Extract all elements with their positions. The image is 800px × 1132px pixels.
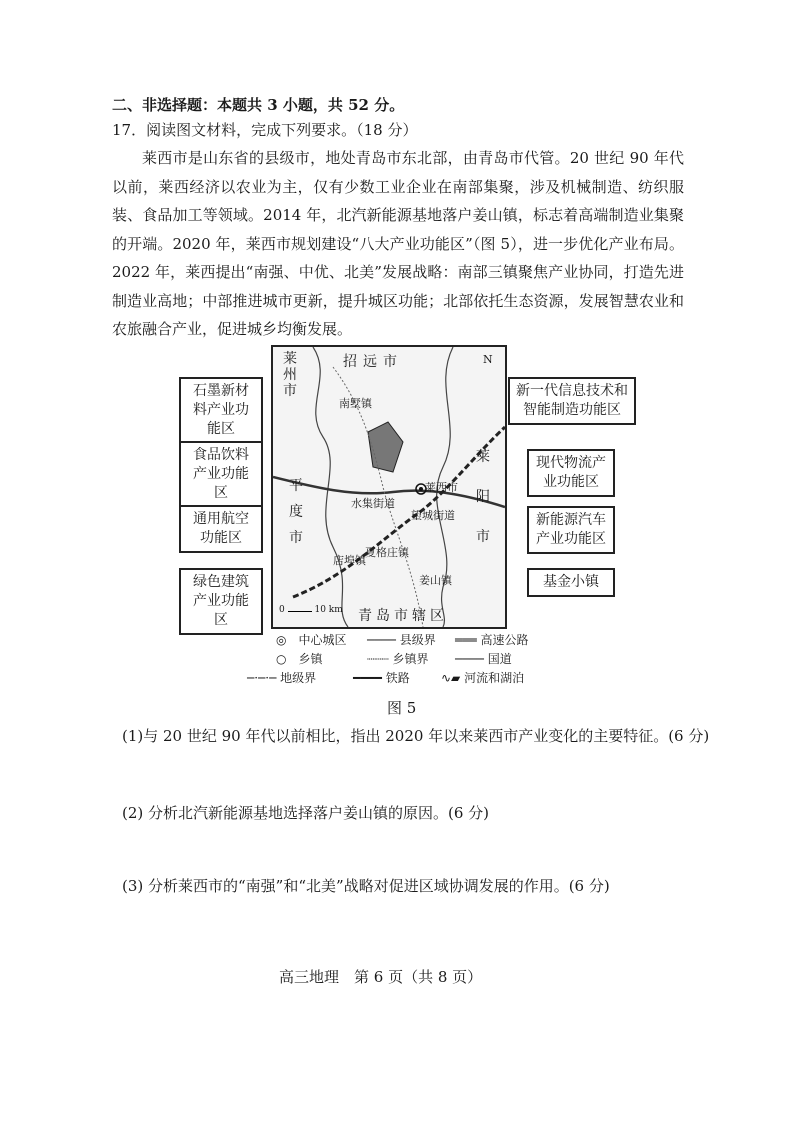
nanshu-label: 南墅镇 bbox=[339, 397, 372, 410]
xiage-label: 夏格庄镇 bbox=[365, 546, 409, 559]
callout-fund-town: 基金小镇 bbox=[527, 568, 615, 597]
legend-prefecture-border: ─·─·─ 地级界 bbox=[247, 671, 317, 685]
reservoir-shape bbox=[368, 422, 403, 472]
pingdu-label: 平度市 bbox=[289, 478, 303, 546]
figure-caption: 图 5 bbox=[387, 699, 417, 717]
section-header: 二、非选择题：本题共 3 小题，共 52 分。 bbox=[112, 96, 405, 114]
page-footer: 高三地理 第 6 页（共 8 页） bbox=[279, 968, 483, 986]
dian-label: 店埠镇 bbox=[333, 554, 366, 567]
legend-highway: ═══ 高速公路 bbox=[455, 633, 529, 647]
callout-logistics: 现代物流产业功能区 bbox=[527, 449, 615, 497]
legend-town-border: ┈┈┈ 乡镇界 bbox=[367, 652, 429, 666]
callout-it: 新一代信息技术和智能制造功能区 bbox=[508, 377, 636, 425]
map-figure bbox=[271, 345, 507, 629]
laixi-label: 莱西市 bbox=[425, 481, 458, 494]
map-drawing bbox=[273, 347, 505, 627]
zhaoyuan-label: 招远市 bbox=[343, 354, 403, 370]
scale-start: 0 bbox=[279, 605, 285, 615]
jiangshan-label: 姜山镇 bbox=[419, 574, 452, 587]
laizhou-label: 莱州市 bbox=[283, 351, 297, 399]
question-2: (2) 分析北汽新能源基地选择落户姜山镇的原因。(6 分) bbox=[122, 804, 490, 822]
wangcheng-label: 望城街道 bbox=[411, 509, 455, 522]
callout-green-building: 绿色建筑产业功能区 bbox=[179, 568, 263, 635]
north-arrow-icon: N bbox=[483, 353, 493, 366]
shuiji-label: 水集街道 bbox=[351, 497, 395, 510]
qingdao-label: 青岛市辖区 bbox=[358, 608, 448, 624]
callout-food: 食品饮料产业功能区 bbox=[179, 441, 263, 508]
legend-rivers-lakes: ∿▰ 河流和湖泊 bbox=[441, 671, 525, 685]
scale-bar bbox=[279, 605, 343, 615]
question-3: (3) 分析莱西市的“南强”和“北美”战略对促进区域协调发展的作用。(6 分) bbox=[122, 877, 610, 895]
laiyang-label: 莱阳市 bbox=[476, 449, 490, 545]
legend-center-city: ◎ 中心城区 bbox=[276, 633, 347, 647]
question-intro: 17．阅读图文材料，完成下列要求。（18 分） bbox=[112, 121, 418, 139]
callout-aviation: 通用航空功能区 bbox=[179, 505, 263, 553]
callout-nev: 新能源汽车产业功能区 bbox=[527, 506, 615, 554]
legend-county-border: ──── 县级界 bbox=[367, 633, 436, 647]
legend-national-road: ──── 国道 bbox=[455, 652, 512, 666]
scale-end: 10 km bbox=[314, 605, 343, 615]
legend-railway: ━━━━ 铁路 bbox=[353, 671, 410, 685]
legend-town: ○ 乡镇 bbox=[276, 652, 323, 666]
callout-graphite: 石墨新材料产业功能区 bbox=[179, 377, 263, 444]
material-paragraph: 莱西市是山东省的县级市，地处青岛市东北部，由青岛市代管。20 世纪 90 年代以前，莱西经济以农业为主，仅有少数工业企业在南部集聚，涉及机械制造、纺织服装、食品加工等领域。2014 年，北汽新能源基地落户姜山镇，标志着高端制造业集聚的开端。2020 年，莱西市规划建设“八大产业功能区”（图 5），进一步优化产业布局。2022 年，莱西提出“南强、中优、北美”发展战略：南部三镇聚焦产业协同，打造先进制造业高地；中部推进城市更新，提升城区功能；北部依托生态资源，发展智慧农业和农旅融合产业，促进城乡均衡发展。 bbox=[112, 149, 684, 338]
question-1: (1)与 20 世纪 90 年代以前相比，指出 2020 年以来莱西市产业变化的主要特征。(6 分) bbox=[122, 727, 710, 745]
